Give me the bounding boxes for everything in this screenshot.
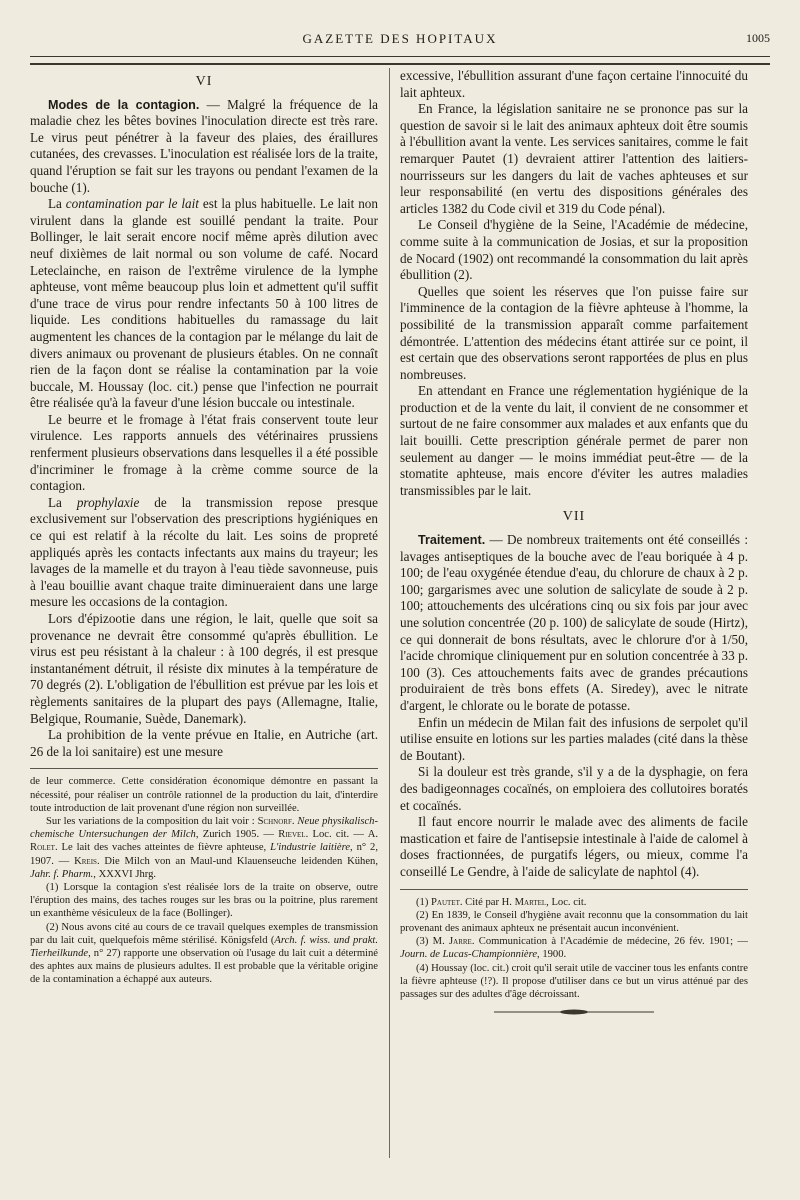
run-in-heading: Traitement.	[418, 533, 486, 548]
section-title-vi: VI	[195, 74, 213, 89]
footnote-text: , Zurich 1905. —	[195, 829, 279, 841]
footnote-text: (3) M.	[416, 936, 450, 948]
footnote-text: .	[291, 815, 298, 827]
end-ornament	[400, 1005, 748, 1022]
emphasis: Arch. f. wiss. und prakt. Tierheilkunde	[30, 934, 378, 959]
paragraph: Enfin un médecin de Milan fait des infusions de serpolet qu'il utilise ensuite en lotions sur les parties malades (cité dans la thèse de Boutant).	[400, 714, 748, 763]
author-name: Jarre	[449, 936, 472, 948]
paragraph-text: — De nombreux traitements ont été conseillés : lavages antiseptiques de la bouche avec de l'eau boriquée à 4 p. 100; de l'eau oxygénée étendue d'eau, du chlorure de chaux à 2 p. 100; gargarismes avec une solution de salicylate de soude à 2 p. 100; attouchements des ulcérations cinq ou six fois par jour avec une solution concentrée (20 p. 100) de salicylate de soude (Hirtz), ce qui donnerait de bons résultats, avec le chlorure d'or à 1/50, l'acide chromique cliniquement pur en solution concentrée à 33 p. 100 (3). Ces attouchements faits avec de grandes précautions produiraient de très bons effets (A. Siredey), avec le nitrate d'argent, le chlorate ou le borate de potasse.	[400, 532, 748, 713]
footnote: (2) En 1839, le Conseil d'hygiène avait reconnu que la consommation du lait provenant des animaux aphteux ne présentait aucun inconvénient.	[400, 909, 748, 934]
paragraph-text: est la plus habituelle. Le lait non virulent dans la glande est souillé pendant la traite. Pour Bollinger, le lait serait encore nocif même après dilution avec neuf dixièmes de lait normal ou son volume de café. Nocard Leteclainche, en raison de l'extrême virulence de la lymphe aphteuse, vont même beaucoup plus loin et admettent qu'il suffit d'une trace de virus pour rendre infectants 50 à 100 litres de liquide. Les conditions habituelles du ramassage du lait augmentent les chances de la contagion par le mélange du lait de divers animaux ou provenant de plusieurs étables. On ne connaît rien de la façon dont se réalise la contamination par la voie buccale, M. Houssay (loc. cit.) pense que l'infection ne pourrait être réalisée qu'à la faveur d'une lésion buccale ou intestinale.	[30, 196, 378, 411]
column-divider	[389, 68, 390, 1158]
footnote	[30, 815, 378, 881]
page-number: 1005	[746, 31, 770, 45]
footnote-text: , n° 27) rapporte une observation où l'usage du lait cuit a déterminé des aphtes aux mains de plusieurs adultes. Il est probable que la véritable origine de la contamination a échappé aux auteurs.	[30, 947, 378, 986]
paragraph-text: — Malgré la fréquence de la maladie chez les bêtes bovines l'inoculation directe est très rare. Le virus peut pénétrer à la faveur des plaies, des éraillures cutanées, des crevasses. L'inoculation est réalisée lors de la traite, quand l'éruption se fait sur les trayons ou pendant l'examen de la bouche (1).	[30, 96, 378, 195]
paragraph: excessive, l'ébullition assurant d'une façon certaine l'innocuité du lait aphteux.	[400, 68, 748, 100]
paragraph	[30, 97, 378, 197]
paragraph: Le Conseil d'hygiène de la Seine, l'Académie de médecine, comme suite à la communication de Josias, et sur la proposition de Nocard (1902) ont recommandé la consommation du lait après ébullition (2).	[400, 217, 748, 283]
paragraph-text: de la transmission repose presque exclusivement sur l'observation des prescriptions hygiéniques en ce qui est relatif à la récolte du lait. Les soins de propreté appliqués après les contacts infectants aux mains du trayeur; les lavages de la mamelle et du trayon à l'eau tiède savonneuse, puis à l'eau bouillie avant chaque traite diminueraient dans une large mesure les occasions de la contagion.	[30, 494, 378, 610]
footnote: de leur commerce. Cette considération économique démontre en passant la nécessité, pour réaliser un contrôle rationnel de la production du lait, d'interdire toute introduction de lait provenant d'une région non surveillée.	[30, 776, 378, 814]
emphasis: contamination par le lait	[65, 196, 199, 212]
footnote-rule	[30, 768, 378, 769]
author-name: Rolet	[30, 842, 55, 854]
paragraph	[30, 196, 378, 412]
paragraph: La prohibition de la vente prévue en Italie, en Autriche (art. 26 de la loi sanitaire) est une mesure	[30, 727, 378, 759]
paragraph-text: La	[48, 196, 66, 212]
paragraph: En France, la législation sanitaire ne se prononce pas sur la question de savoir si le lait des animaux aphteux doit être soumis à l'ébullition avant la vente. Les services sanitaires, comme le fait remarquer Pautet (1) devraient attirer l'attention des laitiers-nourrisseurs sur les dangers du lait de vaches aphteuses et sur leur responsabilité (en vertu des dispositions générales des articles 1382 du Code civil et 319 du Code pénal).	[400, 101, 748, 216]
author-name: Martel	[514, 896, 547, 908]
emphasis: Neue physikalisch-chemische Untersuchungen der Milch	[30, 815, 378, 841]
paragraph: En attendant en France une réglementation hygiénique de la production et de la vente du lait, il convient de ne consommer et surtout de ne faire consommer aux malades et aux enfants que du lait bouilli. Cette prescription générale permet de parer non seulement au danger — le moins immédiat peut-être — de la stomatite aphteuse, mais encore d'éviter les autres maladies transmissibles par le lait.	[400, 383, 748, 498]
paragraph: Le beurre et le fromage à l'état frais conservent toute leur virulence. Les rapports annuels des vétérinaires prussiens renferment plusieurs observations dans lesquelles il a été possible d'incriminer le fromage à la crème comme source de la contagion.	[30, 411, 378, 494]
footnote	[400, 935, 748, 961]
footnote-text: . Le lait des vaches atteintes de fièvre aphteuse,	[54, 842, 271, 854]
footnote-text: , n° 2, 1907. —	[30, 842, 378, 867]
author-name: Rievel	[278, 829, 306, 841]
footnote-text: . Communication à l'Académie de médecine, 26 fév. 1901; —	[471, 936, 749, 948]
footnote-text: , Loc. cit.	[546, 896, 587, 908]
paragraph: Si la douleur est très grande, s'il y a de la dysphagie, on fera des badigeonnages cocaïnés, on emploiera des collutoires boratés et cocaïnés.	[400, 764, 748, 813]
paragraph	[30, 495, 378, 611]
author-name: Schnorf	[257, 815, 292, 827]
paragraph: Lors d'épizootie dans une région, le lait, quelle que soit sa provenance ne devrait être consommé qu'après ébullition. Le virus est peu résistant à la chaleur : à 100 degrés, il est presque instantanément détruit, il résiste dix minutes à la température de 70 degrés (2). L'obligation de l'ébullition est prévue par les lois et règlements sanitaires de la plupart des pays (Allemagne, Italie, Belgique, Roumanie, Suède, Danemark).	[30, 611, 378, 726]
footnote-rule	[400, 889, 748, 890]
paragraph-text: La	[48, 494, 77, 510]
run-in-heading: Modes de la contagion.	[48, 97, 200, 112]
footnote-text: (1)	[416, 896, 432, 908]
author-name: Pautet	[431, 896, 460, 908]
header-double-rule	[30, 56, 770, 65]
footnote-text: , 1900.	[537, 949, 567, 961]
right-column	[400, 68, 748, 1022]
footnote	[30, 921, 378, 987]
emphasis: prophylaxie	[76, 494, 140, 510]
journal-title: GAZETTE DES HOPITAUX	[302, 31, 498, 46]
footnote-text: (2) Nous avons cité au cours de ce travail quelques exemples de transmission par du lait cuit, quelquefois même stérilisé. Königsfeld (	[30, 921, 378, 946]
footnote-text: , XXXVI Jhrg.	[93, 868, 157, 880]
emphasis: Journ. de Lucas-Championnière	[400, 949, 538, 961]
running-header	[30, 28, 770, 48]
footnote: (4) Houssay (loc. cit.) croit qu'il serait utile de vacciner tous les enfants contre la fièvre aphteuse (!?). Il propose d'utiliser dans ce but un virus atténué par des passages sur des adultes d'âge décroissant.	[400, 962, 748, 1000]
paragraph: Il faut encore nourrir le malade avec des aliments de facile mastication et faire de l'antisepsie intestinale à l'aide de calomel à doses fractionnées, de purgatifs légers, ou mieux, comme l'a conseillé Le Gendre, à l'aide de salicylate de naphtol (4).	[400, 814, 748, 879]
paragraph	[400, 532, 748, 715]
footnote-text: Sur les variations de la composition du lait voir :	[46, 815, 258, 827]
footnote-text: . Cité par H.	[459, 896, 515, 908]
emphasis: L'industrie laitière	[270, 842, 351, 854]
paragraph: Quelles que soient les réserves que l'on puisse faire sur l'imminence de la contagion de la fièvre aphteuse à l'homme, la possibilité de la transmission apparaît comme parfaitement démontrée. L'attention des médecins étant attirée sur ce point, il est certain que des observations seront rapportées de plus en plus nombreuses.	[400, 283, 748, 382]
emphasis: Jahr. f. Pharm.	[30, 868, 94, 880]
left-column	[30, 68, 378, 987]
footnote	[400, 896, 748, 909]
ornament-rule-icon	[494, 1008, 654, 1016]
footnote: (1) Lorsque la contagion s'est réalisée lors de la traite on observe, outre l'éruption des mains, des taches rouges sur les bras ou la poitrine, plus rarement un exanthème vésiculeux de la face (Bollinger).	[30, 881, 378, 920]
footnote-text: . Die Milch von an Maul-und Klauenseuche leidenden Kühen,	[96, 855, 379, 867]
section-title-vii: VII	[562, 509, 586, 525]
footnote-text: . Loc. cit. — A.	[305, 829, 379, 841]
author-name: Kreis	[74, 855, 97, 867]
